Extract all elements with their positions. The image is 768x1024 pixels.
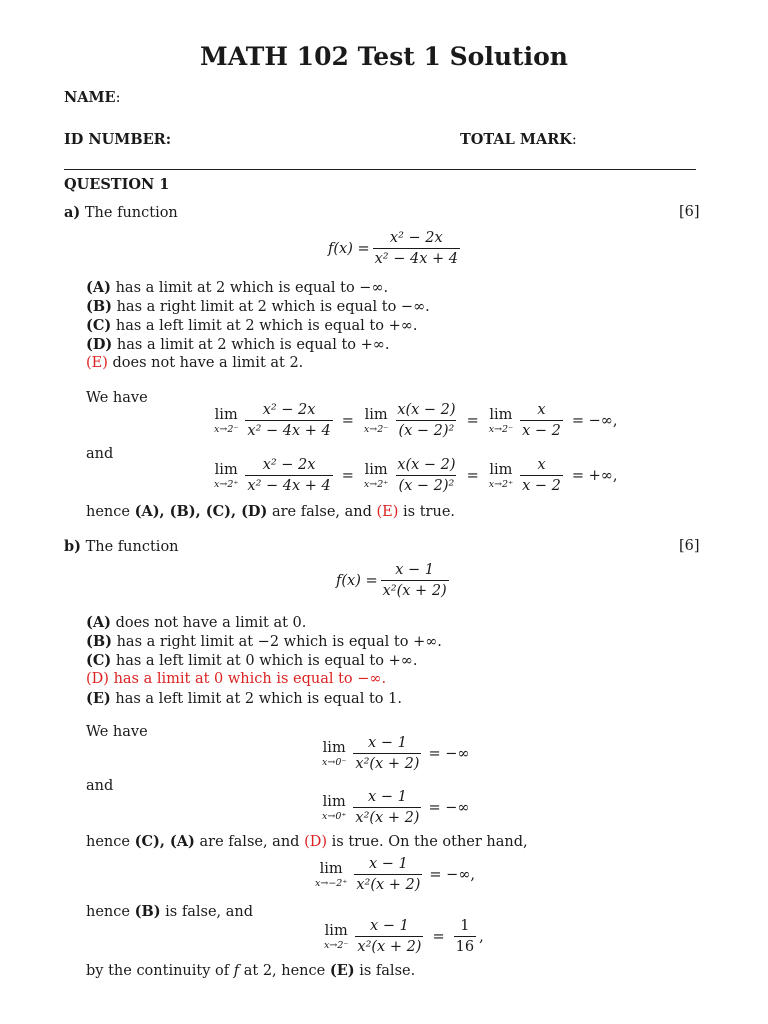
- denominator: 16: [454, 936, 476, 955]
- numerator: x(x − 2): [397, 402, 456, 418]
- lim-operator: lim x→2⁻: [488, 406, 514, 435]
- denominator: (x − 2)²: [396, 420, 456, 439]
- option-b: [86, 298, 430, 315]
- denominator: x − 2: [520, 475, 563, 494]
- option-letter: (C): [86, 652, 112, 669]
- lim-operator: lim x→2⁺: [488, 461, 514, 490]
- func-fraction: [381, 562, 449, 599]
- text: hence: [86, 834, 130, 850]
- option-letter: (B): [86, 298, 112, 315]
- option-letter: (A): [86, 279, 111, 296]
- text: is false, and: [165, 904, 254, 920]
- question-heading: QUESTION 1: [64, 176, 170, 193]
- limit-result: = −∞: [428, 745, 470, 762]
- limit-result: = −∞,: [429, 866, 476, 883]
- denominator: x − 2: [520, 420, 563, 439]
- false-options: (A), (B), (C), (D): [134, 503, 268, 520]
- fraction: [520, 457, 563, 494]
- option-d-correct: [86, 671, 386, 687]
- text: hence: [86, 904, 130, 920]
- func-numerator: x² − 2x: [389, 230, 443, 246]
- lim-operator: lim x→2⁻: [214, 406, 239, 435]
- lim-subscript: x→0⁻: [322, 756, 347, 768]
- denominator: x²(x + 2): [354, 874, 422, 893]
- false-option: (E): [329, 962, 355, 979]
- false-options: (C), (A): [134, 833, 195, 850]
- numerator: x² − 2x: [262, 457, 316, 473]
- text: hence: [86, 504, 130, 520]
- part-b-limit-2: [318, 789, 469, 826]
- option-letter: (D): [86, 336, 113, 353]
- option-letter: (C): [86, 317, 112, 334]
- denominator: x² − 4x + 4: [245, 475, 332, 494]
- limit-result: = −∞: [428, 799, 470, 816]
- part-b-label: b): [64, 538, 81, 555]
- fraction: [395, 402, 457, 439]
- option-text: has a right limit at 2 which is equal to −∞.: [116, 299, 430, 315]
- option-d: [86, 336, 389, 353]
- part-a-and: and: [86, 446, 114, 462]
- func-numerator: x − 1: [395, 562, 435, 578]
- option-c: [86, 317, 417, 334]
- fraction: [520, 402, 563, 439]
- option-a: [86, 279, 388, 296]
- numerator: x − 1: [370, 918, 409, 934]
- part-b-mark: [6]: [679, 538, 700, 554]
- lim-subscript: x→2⁻: [324, 939, 349, 951]
- option-text: has a left limit at 0 which is equal to +∞.: [115, 653, 418, 669]
- option-letter: (D): [86, 671, 109, 687]
- func-lhs: f(x) =: [336, 572, 378, 589]
- fraction: [353, 789, 421, 826]
- lim-subscript: x→2⁻: [363, 423, 389, 435]
- header-divider: [64, 169, 696, 170]
- name-field: NAME:: [64, 89, 121, 106]
- lim-subscript: x→−2⁺: [315, 877, 348, 889]
- lim-operator: lim x→0⁻: [322, 739, 347, 768]
- part-b-conclusion-3: [86, 962, 415, 979]
- option-c: [86, 652, 417, 669]
- part-a-label: a): [64, 204, 81, 221]
- option-letter: (E): [86, 690, 111, 707]
- option-text: has a limit at 2 which is equal to −∞.: [115, 280, 389, 296]
- fraction: [354, 856, 422, 893]
- false-option: (B): [134, 903, 161, 920]
- part-a-conclusion: [86, 503, 455, 520]
- lim-operator: lim x→2⁺: [363, 461, 389, 490]
- id-number-label: ID NUMBER:: [64, 131, 172, 148]
- name-label: NAME: [64, 89, 116, 106]
- numerator: x² − 2x: [262, 402, 316, 418]
- option-text: has a right limit at −2 which is equal to +∞.: [116, 634, 442, 650]
- fraction: [245, 402, 332, 439]
- part-a-left-limit: lim x→2⁻ $\frac{\text{x² − 2x}}{\text{x² − 4x + 4}}$ = lim x→2⁻ $\frac{x(x - 2)}{\text{(x − 2)²}}$ = lim x→2⁻ $\frac{x}{x - 2}$ = −∞,: [214, 402, 618, 439]
- denominator: x²(x + 2): [355, 936, 423, 955]
- part-b-limit-4: lim x→2⁻ $\frac{x - 1}{\text{x²(x + 2)}}$ = $\frac{1}{16}$ ,: [324, 918, 484, 955]
- lim-operator: lim x→2⁻: [324, 922, 349, 951]
- function-symbol: f: [233, 963, 240, 979]
- option-text: has a left limit at 2 which is equal to 1.: [115, 691, 402, 707]
- correct-option: (E): [376, 504, 399, 520]
- numerator: 1: [460, 918, 470, 934]
- option-letter: (E): [86, 355, 108, 371]
- part-a-intro: [64, 204, 178, 221]
- correct-option: (D): [304, 834, 328, 850]
- part-a-we-have: We have: [86, 390, 148, 406]
- func-lhs: f(x) =: [328, 240, 370, 257]
- denominator: (x − 2)²: [396, 475, 456, 494]
- lim-operator: lim x→2⁺: [214, 461, 239, 490]
- func-fraction: [373, 230, 460, 267]
- page-title: MATH 102 Test 1 Solution: [200, 42, 568, 71]
- part-b-conclusion-2: [86, 903, 253, 920]
- fraction: [355, 918, 423, 955]
- part-b-conclusion-1: [86, 833, 528, 850]
- func-denominator: x²(x + 2): [381, 580, 449, 599]
- lim-subscript: x→2⁺: [214, 478, 239, 490]
- total-mark-field: TOTAL MARK:: [460, 131, 577, 148]
- text: by the continuity of: [86, 963, 230, 979]
- text: is true. On the other hand,: [331, 834, 528, 850]
- lim-operator: lim x→2⁻: [363, 406, 389, 435]
- part-a-function: [328, 230, 463, 267]
- text: are false, and: [271, 504, 372, 520]
- part-b-intro: [64, 538, 179, 555]
- text: are false, and: [199, 834, 300, 850]
- text: is true.: [403, 504, 456, 520]
- lim-subscript: x→2⁺: [363, 478, 389, 490]
- limit-result: = +∞,: [571, 467, 618, 484]
- denominator: x² − 4x + 4: [245, 420, 332, 439]
- lim-operator: lim x→−2⁺: [315, 860, 348, 889]
- total-mark-label: TOTAL MARK: [460, 131, 572, 148]
- part-b-and: and: [86, 778, 114, 794]
- fraction: [245, 457, 332, 494]
- option-text: does not have a limit at 0.: [115, 615, 307, 631]
- part-b-we-have: We have: [86, 724, 148, 740]
- part-b-intro-text: The function: [85, 539, 179, 555]
- result-fraction: [454, 918, 476, 955]
- text: is false.: [359, 963, 416, 979]
- part-b-limit-1: [318, 735, 469, 772]
- numerator: x: [537, 402, 546, 418]
- option-letter: (B): [86, 633, 112, 650]
- numerator: x − 1: [368, 735, 407, 751]
- fraction: [395, 457, 457, 494]
- lim-subscript: x→2⁻: [488, 423, 514, 435]
- option-e: [86, 690, 402, 707]
- limit-result: = −∞,: [571, 412, 618, 429]
- func-denominator: x² − 4x + 4: [373, 248, 460, 267]
- fraction: [353, 735, 421, 772]
- part-b-limit-3: [311, 856, 475, 893]
- lim-subscript: x→2⁺: [488, 478, 514, 490]
- option-text: has a left limit at 2 which is equal to +∞.: [115, 318, 418, 334]
- part-a-mark: [6]: [679, 204, 700, 220]
- option-e-correct: [86, 355, 303, 371]
- numerator: x − 1: [368, 789, 407, 805]
- denominator: x²(x + 2): [353, 807, 421, 826]
- option-text: has a limit at 0 which is equal to −∞.: [113, 671, 387, 687]
- numerator: x − 1: [368, 856, 408, 872]
- part-b-function: [336, 562, 452, 599]
- part-a-right-limit: lim x→2⁺ $\frac{\text{x² − 2x}}{\text{x² − 4x + 4}}$ = lim x→2⁺ $\frac{x(x - 2)}{\text{(x − 2)²}}$ = lim x→2⁺ $\frac{x}{x - 2}$ = +∞,: [214, 457, 618, 494]
- numerator: x: [537, 457, 546, 473]
- option-text: has a limit at 2 which is equal to +∞.: [116, 337, 390, 353]
- option-b: [86, 633, 442, 650]
- numerator: x(x − 2): [397, 457, 456, 473]
- option-text: does not have a limit at 2.: [112, 355, 304, 371]
- lim-operator: lim x→0⁺: [322, 793, 347, 822]
- denominator: x²(x + 2): [353, 753, 421, 772]
- option-a: [86, 614, 306, 631]
- part-a-intro-text: The function: [84, 205, 178, 221]
- lim-subscript: x→2⁻: [214, 423, 239, 435]
- option-letter: (A): [86, 614, 111, 631]
- lim-subscript: x→0⁺: [322, 810, 347, 822]
- text: at 2, hence: [243, 963, 326, 979]
